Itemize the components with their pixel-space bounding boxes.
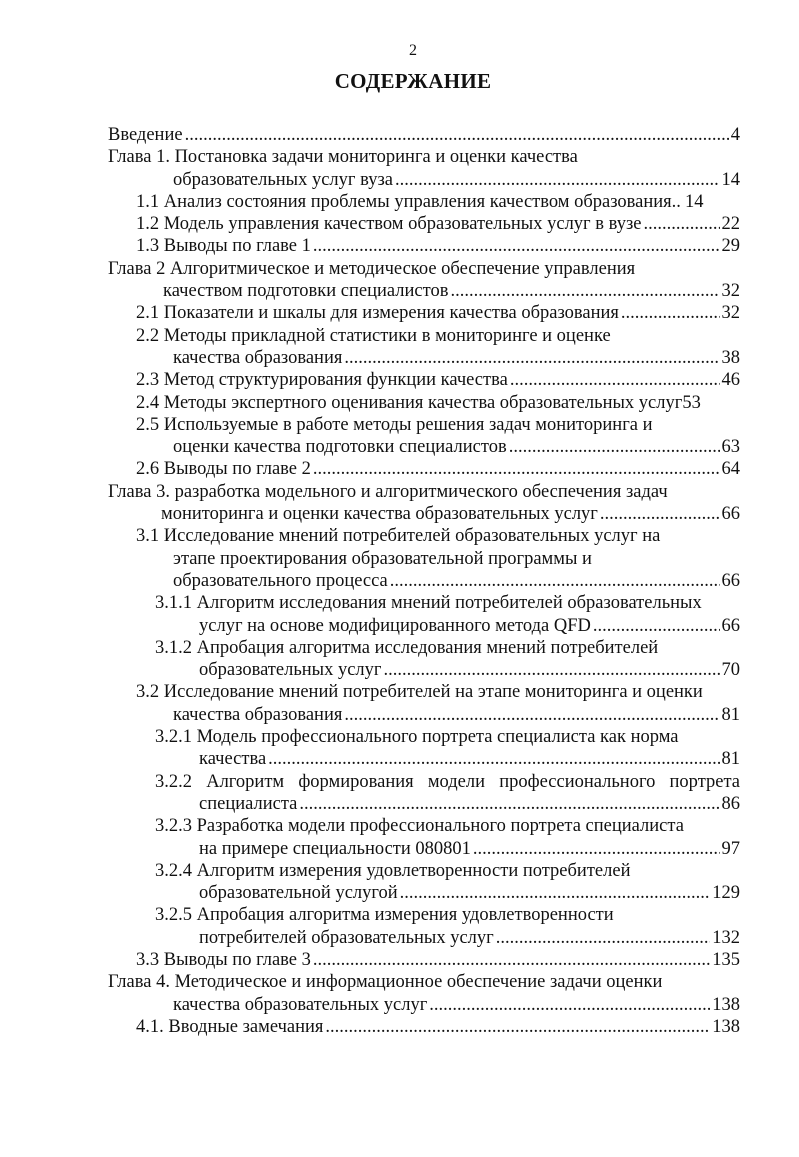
toc-entry-2-3 <box>108 369 740 391</box>
toc-entry-title: 1.3 Выводы по главе 1 <box>136 236 311 257</box>
toc-entry-title-continued: образовательных услуг <box>199 660 382 681</box>
toc-entry-2-4 <box>108 392 740 414</box>
toc-entry-2-1 <box>108 302 740 324</box>
toc-entry-3-1 <box>108 525 740 592</box>
toc-entry-title: 3.2.1 Модель профессионального портрета специалиста как норма <box>155 727 679 748</box>
toc-page-number: 32 <box>721 281 740 302</box>
dot-leader <box>299 793 719 815</box>
dot-leader <box>400 882 711 904</box>
toc-entry-title: 1.2 Модель управления качеством образовательных услуг в вузе <box>136 214 642 235</box>
page-title: СОДЕРЖАНИЕ <box>334 69 492 93</box>
toc-entry-chapter-2 <box>108 258 740 303</box>
toc-entry-title-continued: качества образовательных услуг <box>173 994 428 1015</box>
toc-entry-title: 2.4 Методы экспертного оценивания качества образовательных услуг <box>136 392 683 413</box>
toc-entry-title: 3.3 Выводы по главе 3 <box>136 949 311 970</box>
toc-entry-title: 3.1 Исследование мнений потребителей образовательных услуг на <box>136 526 661 547</box>
dot-leader <box>473 838 720 860</box>
toc-page-number: 63 <box>721 437 740 458</box>
toc-page-number: 32 <box>721 303 740 324</box>
toc-page-number: 135 <box>712 949 740 970</box>
toc-entry-title: 4.1. Вводные замечания <box>136 1016 324 1037</box>
toc-page-number: 22 <box>721 214 740 235</box>
toc-entry-chapter-1 <box>108 146 740 191</box>
dot-leader <box>450 280 719 302</box>
toc-entry-3-1-2 <box>108 637 740 682</box>
toc-entry-title-continued: образовательных услуг вуза <box>173 169 393 190</box>
toc-page-number: 81 <box>721 704 740 725</box>
toc-entry-3-2-4 <box>108 860 740 905</box>
toc-page-number: 46 <box>721 370 740 391</box>
toc-entry-2-5 <box>108 414 740 459</box>
dot-leader <box>268 748 719 770</box>
toc-entry-chapter-4 <box>108 971 740 1016</box>
toc-page-number: 64 <box>721 459 740 480</box>
dot-leader <box>313 235 720 257</box>
toc-page-number: 14 <box>684 191 704 212</box>
toc-entry-title-continued: оценки качества подготовки специалистов <box>173 437 507 458</box>
dot-leader <box>600 503 720 525</box>
toc-entry-title: 2.1 Показатели и шкалы для измерения качества образования <box>136 303 619 324</box>
toc-entry-title: 3.2.2 Алгоритм формирования модели профессионального портрета <box>155 771 740 792</box>
toc-entry-title: Введение <box>108 125 183 145</box>
dot-leader <box>509 436 720 458</box>
dot-leader <box>621 302 720 324</box>
dot-leader <box>313 458 720 480</box>
toc-entry-title: 2.2 Методы прикладной статистики в мониторинге и оценке <box>136 325 611 346</box>
toc-page-number: 38 <box>721 347 740 368</box>
toc-entry-4-1 <box>108 1016 740 1038</box>
toc-entry-3-2-5 <box>108 904 740 949</box>
toc-page-number: 86 <box>721 793 740 814</box>
dot-leader <box>344 347 719 369</box>
toc-entry-1-1 <box>108 191 740 213</box>
toc-entry-title: Глава 1. Постановка задачи мониторинга и оценки качества <box>108 147 578 168</box>
toc-entry-intro <box>108 124 740 146</box>
toc-entry-title-continued: потребителей образовательных услуг <box>199 927 494 948</box>
toc-entry-3-2-2 <box>108 771 740 816</box>
toc-entry-chapter-3 <box>108 481 740 526</box>
toc-entry-title: 2.5 Используемые в работе методы решения задач мониторинга и <box>136 414 653 435</box>
dot-leader <box>185 124 729 146</box>
toc-entry-2-6 <box>108 458 740 480</box>
toc-page-number: 81 <box>721 749 740 770</box>
dot-leader <box>593 615 720 637</box>
toc-entry-title: 3.2.3 Разработка модели профессионального портрета специалиста <box>155 816 684 837</box>
dot-leader <box>395 169 720 191</box>
dot-leader <box>344 704 719 726</box>
toc-entry-title: Глава 4. Методическое и информационное обеспечение задачи оценки <box>108 972 663 993</box>
toc-page-number: 29 <box>721 236 740 257</box>
toc-entry-3-2-3 <box>108 815 740 860</box>
dot-leader <box>510 369 720 391</box>
page-number: 2 <box>409 42 417 59</box>
toc-entry-title-continued: мониторинга и оценки качества образовательных услуг <box>161 504 598 525</box>
toc-page-number: 97 <box>721 838 740 859</box>
toc-entry-title: 3.2.5 Апробация алгоритма измерения удовлетворенности <box>155 905 614 926</box>
toc-page-number: 70 <box>721 660 740 681</box>
toc-entry-title-continued: на примере специальности 080801 <box>199 838 471 859</box>
toc-entry-title-continued: услуг на основе модифицированного метода QFD <box>199 615 591 636</box>
toc-entry-title-continued: образовательной услугой <box>199 883 398 904</box>
toc-entry-title: 3.1.2 Апробация алгоритма исследования мнений потребителей <box>155 637 659 658</box>
dot-leader <box>496 927 710 949</box>
toc-page-number: 66 <box>721 504 740 525</box>
toc-entry-title: 3.2.4 Алгоритм измерения удовлетворенности потребителей <box>155 860 631 881</box>
toc-entry-title: 3.2 Исследование мнений потребителей на этапе мониторинга и оценки <box>136 682 703 703</box>
toc-entry-1-3 <box>108 235 740 257</box>
dot-leader <box>384 659 720 681</box>
toc-entry-title: 2.3 Метод структурирования функции качества <box>136 370 508 391</box>
toc-page-number: 53 <box>682 392 701 413</box>
toc-page-number: 14 <box>721 169 740 190</box>
toc-page-number: 66 <box>721 570 740 591</box>
toc-entry-title: 1.1 Анализ состояния проблемы управления качеством образования.. <box>136 191 681 212</box>
toc-entry-title-continued: образовательного процесса <box>173 570 388 591</box>
toc-page-number: 129 <box>712 883 740 904</box>
toc-entry-title-continued: качества образования <box>173 704 343 725</box>
dot-leader <box>429 994 710 1016</box>
toc-entry-title-continued: качества <box>199 749 267 770</box>
toc-entry-title-continued: качеством подготовки специалистов <box>163 281 449 302</box>
toc-entry-3-2-1 <box>108 726 740 771</box>
dot-leader <box>313 949 710 971</box>
toc-entry-title: Глава 2 Алгоритмическое и методическое обеспечение управления <box>108 258 636 279</box>
toc-page-number: 138 <box>712 1016 740 1037</box>
toc-entry-3-3 <box>108 949 740 971</box>
table-of-contents <box>108 124 740 1038</box>
dot-leader <box>390 570 720 592</box>
toc-entry-1-2 <box>108 213 740 235</box>
toc-entry-title-continued: специалиста <box>199 793 298 814</box>
toc-page-number: 132 <box>712 927 740 948</box>
toc-page-number: 138 <box>712 994 740 1015</box>
toc-entry-title: 2.6 Выводы по главе 2 <box>136 459 311 480</box>
toc-entry-2-2 <box>108 325 740 370</box>
toc-entry-title-continued: этапе проектирования образовательной программы и <box>173 548 592 569</box>
toc-entry-3-1-1 <box>108 592 740 637</box>
toc-entry-3-2 <box>108 681 740 726</box>
toc-entry-title: 3.1.1 Алгоритм исследования мнений потребителей образовательных <box>155 593 702 614</box>
toc-page-number: 66 <box>721 615 740 636</box>
toc-page-number: 4 <box>730 125 740 145</box>
toc-entry-title-continued: качества образования <box>173 347 343 368</box>
dot-leader <box>325 1016 710 1038</box>
dot-leader <box>644 213 720 235</box>
toc-entry-title: Глава 3. разработка модельного и алгоритмического обеспечения задач <box>108 481 668 502</box>
